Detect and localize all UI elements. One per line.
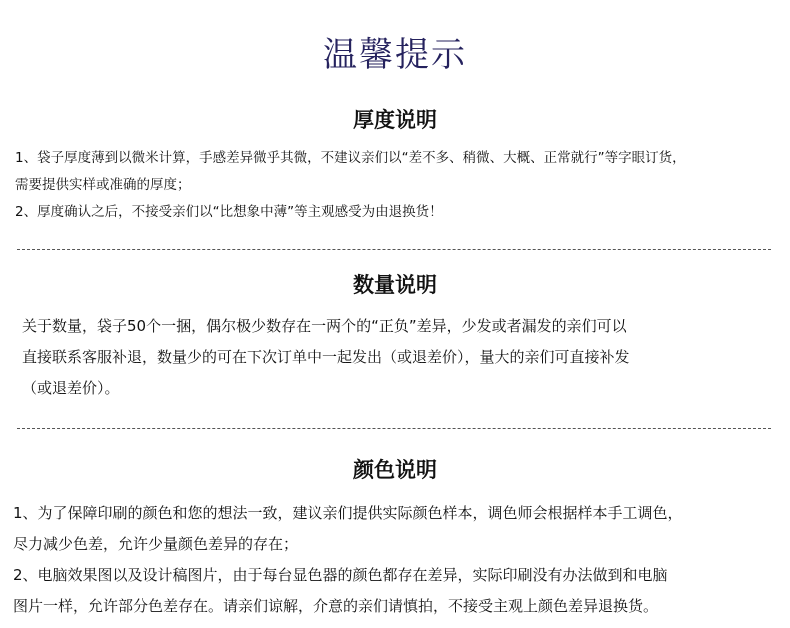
quantity-line-3: （或退差价）。 — [22, 379, 120, 397]
section-body-thickness — [15, 145, 686, 226]
color-line-4: 图片一样，允许部分色差存在。请亲们谅解，介意的亲们请慎拍，不接受主观上颜色差异退换货。 — [13, 597, 659, 615]
section-divider — [17, 249, 771, 250]
section-body-color — [13, 498, 683, 622]
color-line-3: 2、电脑效果图以及设计稿图片，由于每台显色器的颜色都存在差异，实际印刷没有办法做到和电脑 — [13, 566, 668, 584]
section-title-quantity: 数量说明 — [353, 273, 437, 297]
thickness-line-3: 2、厚度确认之后，不接受亲们以“比想象中薄”等主观感受为由退换货！ — [15, 204, 443, 220]
quantity-line-2: 直接联系客服补退，数量少的可在下次订单中一起发出（或退差价），量大的亲们可直接补发 — [22, 348, 630, 366]
thickness-line-2: 需要提供实样或准确的厚度； — [15, 177, 191, 193]
thickness-line-1: 1、袋子厚度薄到以微米计算，手感差异微乎其微，不建议亲们以“差不多、稍微、大概、正常就行”等字眼订货， — [15, 150, 686, 166]
color-line-1: 1、为了保障印刷的颜色和您的想法一致，建议亲们提供实际颜色样本，调色师会根据样本手工调色， — [13, 504, 683, 522]
quantity-line-1: 关于数量，袋子50个一捆，偶尔极少数存在一两个的“正负”差异，少发或者漏发的亲们可以 — [22, 317, 627, 335]
color-line-2: 尽力减少色差，允许少量颜色差异的存在； — [13, 535, 299, 553]
section-divider — [17, 428, 771, 429]
section-title-color: 颜色说明 — [353, 458, 437, 482]
section-body-quantity — [22, 311, 630, 404]
page-title: 温馨提示 — [323, 35, 467, 75]
section-title-thickness: 厚度说明 — [353, 108, 437, 132]
